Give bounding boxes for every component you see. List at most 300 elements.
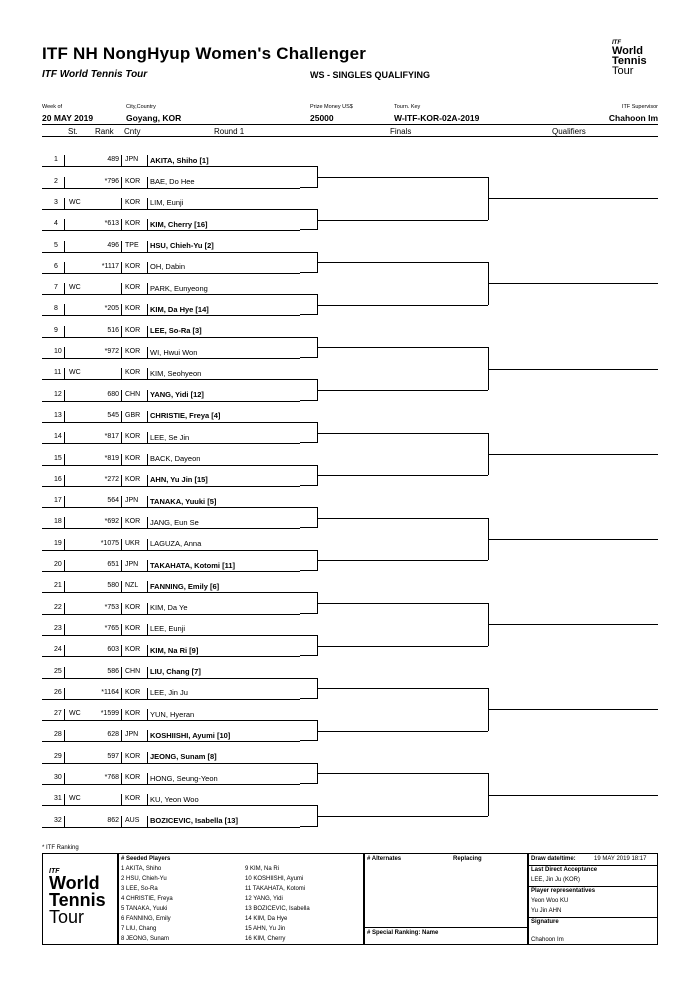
col-sep [121, 581, 122, 592]
seeded-header: # Seeded Players [121, 856, 171, 862]
player-name: AHN, Yu Jin [15] [150, 475, 208, 485]
col-sep [147, 517, 148, 528]
draw-position: 5 [54, 241, 58, 249]
entry-status: WC [69, 710, 81, 718]
draw-position: 6 [54, 262, 58, 270]
col-sep [147, 709, 148, 720]
col-sep [147, 539, 148, 550]
draw-position: 8 [54, 305, 58, 313]
player-rank: 603 [107, 646, 119, 654]
player-name: JEONG, Sunam [8] [150, 752, 217, 762]
col-sep [121, 304, 122, 315]
col-qualifiers: Qualifiers [552, 127, 586, 136]
col-sep [147, 752, 148, 763]
player-country: JPN [125, 731, 139, 739]
draw-position: 24 [54, 646, 62, 654]
draw-position: 25 [54, 667, 62, 675]
player-name: KIM, Na Ri [9] [150, 645, 199, 655]
player-country: NZL [125, 582, 139, 590]
player-rep-2: Yu Jin AHN [531, 908, 562, 914]
col-sep [147, 603, 148, 614]
player-rank: *1117 [101, 262, 119, 270]
col-sep [147, 816, 148, 827]
player-line [42, 635, 300, 636]
player-line [42, 294, 300, 295]
player-name: HSU, Chieh-Yu [2] [150, 241, 214, 250]
qualifier-line [488, 709, 658, 710]
col-sep [64, 624, 65, 635]
col-sep [121, 411, 122, 422]
draw-position: 9 [54, 326, 58, 334]
player-country: JPN [125, 497, 139, 505]
col-sep [121, 241, 122, 252]
draw-position: 31 [54, 795, 62, 803]
draw-position: 23 [54, 624, 62, 632]
col-cnty: Cnty [124, 127, 141, 136]
r2-line [318, 262, 488, 263]
player-line [42, 252, 300, 253]
draw-position: 26 [54, 688, 62, 696]
seeded-player: 7 LIU, Chang [121, 926, 157, 932]
r2-line [318, 731, 488, 732]
col-rank: Rank [95, 127, 114, 136]
player-line [42, 209, 300, 210]
seeded-player: 9 KIM, Na Ri [245, 866, 280, 872]
player-name: KU, Yeon Woo [150, 794, 199, 804]
signature-value: Chahoon Im [531, 937, 564, 943]
col-sep [147, 624, 148, 635]
entry-status: WC [69, 198, 81, 206]
player-name: YUN, Hyeran [150, 709, 195, 719]
page-title: ITF NH NongHyup Women's Challenger [42, 44, 367, 63]
supervisor-value: Chahoon Im [608, 113, 658, 123]
seeded-player: 14 KIM, Da Hye [245, 916, 288, 922]
logo-itf-text: ITF [612, 40, 621, 46]
col-sep [147, 496, 148, 507]
player-line [42, 443, 300, 444]
player-country: KOR [125, 688, 141, 696]
player-line [42, 550, 300, 551]
player-rank: *613 [104, 220, 119, 228]
player-country: KOR [125, 326, 141, 334]
r2-line [318, 390, 488, 391]
col-sep [64, 752, 65, 763]
r2-line [318, 177, 488, 178]
player-name: KIM, Da Hye [14] [150, 304, 209, 314]
seeded-player: 4 CHRISTIE, Freya [121, 896, 173, 902]
entry-status: WC [69, 284, 81, 292]
qualifier-line [488, 454, 658, 455]
player-line [42, 720, 300, 721]
special-ranking-header: # Special Ranking: Name [367, 930, 439, 936]
player-line [42, 379, 300, 380]
player-rank: *205 [104, 305, 119, 313]
col-sep [121, 688, 122, 699]
footer-logo [49, 868, 106, 926]
player-rank: *753 [104, 603, 119, 611]
player-name: KIM, Seohyeon [150, 368, 202, 378]
player-name: YANG, Yidi [12] [150, 390, 204, 400]
col-sep [147, 368, 148, 379]
player-rank: 516 [107, 326, 119, 334]
col-sep [147, 688, 148, 699]
col-sep [147, 645, 148, 656]
seeded-player: 6 FANNING, Emily [121, 916, 171, 922]
seeded-player: 3 LEE, So-Ra [121, 886, 158, 892]
col-sep [64, 177, 65, 188]
player-country: KOR [125, 454, 141, 462]
r1-bracket [300, 507, 318, 528]
seeded-player: 2 HSU, Chieh-Yu [121, 876, 167, 882]
player-rank: 545 [107, 411, 119, 419]
col-sep [147, 432, 148, 443]
footer-logo-box [42, 853, 118, 945]
draw-position: 3 [54, 198, 58, 206]
entry-status: WC [69, 369, 81, 377]
player-name: BAE, Do Hee [150, 177, 195, 187]
player-line [42, 315, 300, 316]
col-sep [147, 326, 148, 337]
r1-bracket [300, 166, 318, 187]
col-sep [121, 262, 122, 273]
col-sep [121, 603, 122, 614]
draw-position: 18 [54, 518, 62, 526]
special-ranking-divider [365, 927, 528, 928]
col-sep [64, 581, 65, 592]
seeded-player: 10 KOSHIISHI, Ayumi [245, 876, 304, 882]
qualifier-line [488, 795, 658, 796]
player-name: BOZICEVIC, Isabella [13] [150, 816, 238, 826]
week-label: Week of [42, 104, 63, 110]
player-line [42, 486, 300, 487]
col-sep [147, 155, 148, 166]
player-country: KOR [125, 710, 141, 718]
player-rank: *1164 [101, 688, 119, 696]
col-sep [147, 454, 148, 465]
player-country: AUS [125, 816, 140, 824]
entry-status: WC [69, 795, 81, 803]
col-sep [64, 241, 65, 252]
player-line [42, 358, 300, 359]
col-sep [147, 560, 148, 571]
col-sep [121, 432, 122, 443]
player-country: KOR [125, 369, 141, 377]
r2-line [318, 603, 488, 604]
qualifier-line [488, 198, 658, 199]
footer-logo-line1: World [49, 873, 100, 893]
col-sep [64, 304, 65, 315]
col-sep [147, 262, 148, 273]
col-sep [121, 539, 122, 550]
supervisor-label: ITF Supervisor [621, 104, 658, 110]
col-sep [147, 241, 148, 252]
col-sep [147, 390, 148, 401]
col-sep [121, 390, 122, 401]
player-rank: *1075 [100, 539, 119, 547]
footer-logo-itf: ITF [49, 868, 60, 875]
draw-position: 30 [54, 774, 62, 781]
col-sep [64, 475, 65, 486]
player-country: KOR [125, 262, 141, 270]
player-name: LIU, Chang [7] [150, 667, 201, 676]
column-divider [42, 136, 658, 137]
draw-date-label: Draw date/time: [531, 856, 576, 862]
col-sep [147, 730, 148, 741]
alternates-box [364, 853, 528, 945]
col-sep [121, 624, 122, 635]
draw-position: 2 [54, 177, 58, 185]
player-line [42, 827, 300, 828]
col-sep [147, 347, 148, 358]
qualifier-line [488, 369, 658, 370]
draw-position: 15 [54, 454, 62, 462]
player-reps-label: Player representatives [531, 888, 596, 894]
footer-logo-line2: Tennis [49, 890, 106, 910]
player-name: JANG, Eun Se [150, 517, 199, 527]
col-sep [121, 752, 122, 763]
qualifier-line [488, 624, 658, 625]
draw-position: 12 [54, 390, 62, 398]
player-name: HONG, Seung-Yeon [150, 773, 218, 783]
player-country: KOR [125, 284, 141, 292]
col-sep [121, 517, 122, 528]
col-sep [64, 730, 65, 741]
r1-bracket [300, 252, 318, 273]
col-sep [121, 645, 122, 656]
player-rank: *692 [104, 518, 119, 526]
col-sep [64, 326, 65, 337]
last-direct-value: LEE, Jin Ju (KOR) [531, 877, 581, 883]
col-sep [147, 304, 148, 315]
col-sep [121, 816, 122, 827]
player-line [42, 763, 300, 764]
draw-position: 1 [54, 156, 58, 164]
col-sep [147, 581, 148, 592]
seeded-player: 16 KIM, Cherry [245, 936, 286, 942]
r1-bracket [300, 720, 318, 741]
event-name: WS - SINGLES QUALIFYING [310, 70, 431, 80]
player-name: LEE, So-Ra [3] [150, 326, 202, 336]
seeded-player: 15 AHN, Yu Jin [245, 926, 286, 932]
player-country: KOR [125, 198, 141, 206]
player-rank: *1599 [100, 710, 119, 718]
player-rank: 580 [107, 582, 119, 590]
city-label: City,Country [126, 104, 156, 110]
r2-line [318, 518, 488, 519]
seeded-player: 11 TAKAHATA, Kotomi [245, 886, 306, 892]
col-sep [64, 219, 65, 230]
col-sep [64, 155, 65, 166]
player-name: LEE, Jin Ju [150, 688, 188, 698]
player-name: OH, Dabin [150, 262, 186, 272]
player-rank: *972 [104, 348, 119, 355]
draw-info-divider-3 [529, 917, 658, 918]
key-value: W-ITF-KOR-02A-2019 [394, 113, 480, 123]
player-name: AKITA, Shiho [1] [150, 155, 209, 165]
col-sep [64, 816, 65, 827]
col-sep [147, 773, 148, 784]
seeded-players-box [118, 853, 364, 945]
replacing-header: Replacing [453, 856, 482, 862]
player-country: KOR [125, 220, 141, 228]
r1-bracket [300, 550, 318, 571]
r1-bracket [300, 337, 318, 358]
player-line [42, 401, 300, 402]
draw-position: 14 [54, 433, 62, 441]
draw-date-value: 19 MAY 2019 18:17 [594, 856, 647, 862]
col-sep [64, 794, 65, 805]
player-name: PARK, Eunyeong [150, 283, 208, 293]
city-value: Goyang, KOR [126, 113, 182, 123]
player-line [42, 571, 300, 572]
col-sep [121, 347, 122, 358]
col-sep [121, 667, 122, 678]
draw-position: 7 [54, 284, 58, 292]
player-country: CHN [125, 390, 141, 398]
draw-position: 11 [54, 369, 62, 377]
player-name: KIM, Cherry [16] [150, 219, 208, 229]
col-round1: Round 1 [214, 127, 245, 136]
draw-position: 19 [54, 539, 62, 547]
seeded-player: 12 YANG, Yidi [245, 896, 283, 902]
player-name: KOSHIISHI, Ayumi [10] [150, 730, 231, 740]
player-name: LEE, Eunji [150, 624, 186, 634]
col-sep [121, 794, 122, 805]
itf-ranking-note: * ITF Ranking [42, 845, 79, 851]
col-sep [64, 560, 65, 571]
col-sep [121, 709, 122, 720]
player-name: FANNING, Emily [6] [150, 581, 220, 591]
r2-line [318, 220, 488, 221]
col-sep [64, 454, 65, 465]
player-name: WI, Hwui Won [150, 347, 198, 357]
prize-label: Prize Money US$ [310, 104, 353, 110]
col-sep [121, 454, 122, 465]
player-name: LEE, Se Jin [150, 432, 190, 442]
col-sep [64, 432, 65, 443]
col-sep [147, 667, 148, 678]
col-sep [64, 645, 65, 656]
player-rep-1: Yeon Woo KU [531, 898, 569, 904]
col-sep [147, 475, 148, 486]
player-rank: *765 [104, 624, 119, 632]
col-sep [64, 709, 65, 720]
player-line [42, 507, 300, 508]
logo-line2: Tennis [612, 55, 647, 67]
r1-bracket [300, 465, 318, 486]
col-sep [64, 603, 65, 614]
col-st: St. [68, 127, 78, 136]
r1-bracket [300, 678, 318, 699]
r1-bracket [300, 209, 318, 230]
col-sep [121, 560, 122, 571]
col-sep [64, 347, 65, 358]
player-line [42, 188, 300, 189]
world-tennis-tour-logo [612, 40, 664, 76]
player-country: GBR [125, 411, 141, 419]
player-country: KOR [125, 646, 141, 654]
tour-subtitle: ITF World Tennis Tour [42, 69, 148, 80]
draw-info-divider-2 [529, 886, 658, 887]
col-sep [147, 794, 148, 805]
player-line [42, 741, 300, 742]
draw-position: 4 [54, 220, 58, 228]
player-rank: *819 [104, 454, 119, 462]
col-sep [121, 198, 122, 209]
player-rank: 496 [107, 241, 119, 249]
r2-line [318, 347, 488, 348]
player-line [42, 422, 300, 423]
player-line [42, 805, 300, 806]
player-country: KOR [125, 518, 141, 526]
player-rank: 597 [107, 752, 119, 760]
player-rank: 564 [107, 497, 119, 505]
r1-bracket [300, 763, 318, 784]
col-sep [147, 411, 148, 422]
logo-line3: Tour [612, 65, 634, 77]
r2-line [318, 475, 488, 476]
week-value: 20 MAY 2019 [42, 113, 94, 123]
seeded-player: 13 BOZICEVIC, Isabella [245, 906, 310, 912]
last-direct-label: Last Direct Acceptance [531, 867, 598, 873]
player-line [42, 699, 300, 700]
player-name: LIM, Eunji [150, 198, 184, 208]
col-sep [121, 155, 122, 166]
draw-position: 32 [54, 816, 62, 824]
col-sep [64, 496, 65, 507]
player-name: LAGUZA, Anna [150, 539, 202, 549]
player-rank: 489 [107, 156, 119, 164]
player-name: CHRISTIE, Freya [4] [150, 411, 221, 421]
qualifier-line [488, 283, 658, 284]
qualifier-line [488, 539, 658, 540]
draw-position: 28 [54, 731, 62, 739]
player-line [42, 465, 300, 466]
col-sep [64, 390, 65, 401]
r2-line [318, 433, 488, 434]
player-rank: 586 [107, 667, 119, 675]
player-country: KOR [125, 348, 141, 355]
player-country: JPN [125, 561, 139, 568]
col-sep [121, 368, 122, 379]
player-country: KOR [125, 177, 141, 185]
col-sep [121, 326, 122, 337]
player-rank: 862 [107, 816, 119, 824]
r2-line [318, 560, 488, 561]
draw-position: 21 [54, 582, 62, 590]
r2-line [318, 305, 488, 306]
r2-line [318, 688, 488, 689]
r2-line [318, 816, 488, 817]
col-sep [64, 773, 65, 784]
player-country: KOR [125, 475, 141, 483]
col-sep [147, 198, 148, 209]
player-country: KOR [125, 752, 141, 760]
col-sep [64, 368, 65, 379]
player-line [42, 656, 300, 657]
draw-position: 10 [54, 348, 62, 355]
player-line [42, 337, 300, 338]
col-sep [121, 475, 122, 486]
col-sep [147, 177, 148, 188]
col-sep [64, 262, 65, 273]
player-country: CHN [125, 667, 141, 675]
draw-position: 16 [54, 475, 62, 483]
signature-label: Signature [531, 919, 559, 925]
r1-bracket [300, 294, 318, 315]
player-line [42, 678, 300, 679]
player-country: KOR [125, 603, 141, 611]
